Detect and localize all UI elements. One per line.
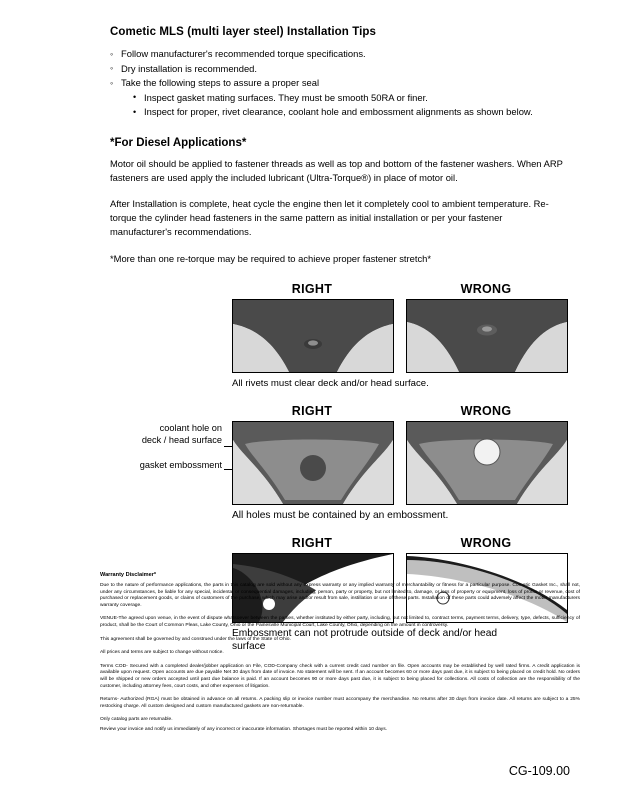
- figure-row-rivets: [232, 282, 580, 373]
- figure-wrong-rivets: [406, 282, 566, 373]
- figure-caption-rivets: All rivets must clear deck and/or head surface.: [232, 377, 429, 389]
- warranty-section: [100, 572, 580, 741]
- figure-image-rivets-wrong: [406, 299, 568, 373]
- warranty-paragraph: Review your invoice and notify us immediately of any incorrect or inaccurate information. Shortages must be reported within 10 days.: [100, 726, 388, 732]
- figure-image-rivets-right: [232, 299, 394, 373]
- tip-text: Take the following steps to assure a proper seal: [121, 77, 320, 88]
- warranty-paragraph: This agreement shall be governed by and construed under the laws of the State of Ohio.: [100, 636, 291, 642]
- tip-subtext: Inspect for proper, rivet clearance, coolant hole and embossment alignments as shown below.: [144, 106, 533, 117]
- list-item: [110, 76, 580, 120]
- diesel-paragraph-2: After Installation is complete, heat cycle the engine then let it completely cool to ambient temperature. Re-torque the cylinder head fasteners in the same pattern as initial installation or per your fastener manufacturer's recommendations.: [110, 197, 549, 238]
- installation-tips-sublist: [121, 91, 580, 120]
- installation-tips-list: [38, 47, 580, 120]
- warranty-paragraph: VENUE-The agreed upon venue, in the event of dispute whatsoever between the parties, whether instituted by either party, including, but not limited to, contract terms, payment terms, delivery, type, defects, sufficiency of product, shall be the Court of Common Pleas, Lake County, Ohio or the Painesville Municipal Court, Lake County, Ohio, depending on the amount in controversy.: [100, 616, 580, 628]
- figure-image-coolant-right: [232, 421, 394, 505]
- annotation-coolant-hole-line2: deck / head surface: [141, 435, 222, 446]
- warranty-paragraph: All prices and terms are subject to change without notice.: [100, 650, 224, 656]
- annotation-gasket-embossment-text: gasket embossment: [139, 459, 222, 470]
- tip-subtext: Inspect gasket mating surfaces. They must be smooth 50RA or finer.: [144, 91, 428, 103]
- list-item: [110, 62, 580, 77]
- figure-row-coolant: [232, 404, 580, 505]
- figure-wrong-coolant: [406, 404, 566, 505]
- warranty-paragraph: Terms COD- Secured with a completed dealer/jobber application on File, COD-Company check with a current credit card number on file. Open accounts may be established by well rated firms. A credit application is available upon request. Open accounts are due payable Net 30 days from date of invoice. No statement will be sent. If an account becomes 60 or more days past due, it is subject to being placed on credit hold. No orders will be shipped or new orders accepted until past due balance is paid. If an account becomes 90 or more days past due, it is subject to being placed for collections. All costs of collection are the responsibility of the customer, including attorney fees, court costs, and other expenses of litigation.: [100, 663, 580, 689]
- figure-label-right: RIGHT: [291, 403, 333, 418]
- tip-text: Follow manufacturer's recommended torque specifications.: [121, 48, 366, 59]
- tip-text: Dry installation is recommended.: [121, 62, 257, 74]
- annotation-coolant-hole-line1: coolant hole on: [159, 422, 222, 433]
- warranty-paragraph: Due to the nature of performance applications, the parts in this catalog are sold without any express warranty or any implied warranty of merchantability or fitness for a particular purpose. Cometic Gasket Inc., shall not, under any circumstances, be liable for any special, incidental or consequential damages, including, person, party or property, but not limited to, damage, or loss of property or equipment, loss of profits or revenue, cost of purchased or replacement goods, or claims of customers of the purchase, which may arise and/or result from sale, instillation or use of these parts. Installation of these parts could adversely affect the motor manufacturers warranty coverage.: [100, 583, 580, 608]
- figure-label-right: RIGHT: [291, 535, 333, 550]
- list-item: [110, 47, 580, 62]
- figure-image-coolant-wrong: [406, 421, 568, 505]
- list-item: [133, 105, 580, 120]
- figure-right-rivets: [232, 282, 392, 373]
- diesel-paragraph-3: *More than one re-torque may be required to achieve proper fastener stretch*: [110, 252, 432, 264]
- warranty-paragraph: Only catalog parts are returnable.: [100, 717, 173, 723]
- figure-right-coolant: [232, 404, 392, 505]
- warranty-paragraph: Returns- Authorized (RGA) must be obtained in advance on all returns. A packing slip or invoice number must accompany the merchandise. No returns after 30 days from invoice date. All returns are subject to a 25% restocking charge. All custom designed and custom manufactured gaskets are non-returnable.: [100, 697, 580, 709]
- figure-label-wrong: WRONG: [460, 403, 512, 418]
- figure-label-wrong: WRONG: [460, 535, 512, 550]
- list-item: [133, 91, 580, 106]
- diesel-section-heading: *For Diesel Applications*: [110, 136, 247, 149]
- document-number: CG-109.00: [508, 764, 570, 778]
- diesel-paragraph-1: Motor oil should be applied to fastener threads as well as top and bottom of the fastener washers. When ARP fasteners are used apply the included lubricant (Ultra-Torque®) in place of motor oil.: [110, 157, 563, 183]
- warranty-heading: Warranty Disclaimer*: [100, 572, 157, 578]
- figure-caption-protrusion: Embossment can not protrude outside of deck and/or head surface: [232, 627, 498, 652]
- page-title: Cometic MLS (multi layer steel) Installation Tips: [110, 26, 377, 38]
- figure-caption-coolant: All holes must be contained by an embossment.: [232, 509, 449, 521]
- annotation-gasket-embossment: [68, 459, 222, 472]
- figure-label-wrong: WRONG: [460, 281, 512, 296]
- annotation-coolant-hole: [52, 422, 222, 447]
- figure-label-right: RIGHT: [291, 281, 333, 296]
